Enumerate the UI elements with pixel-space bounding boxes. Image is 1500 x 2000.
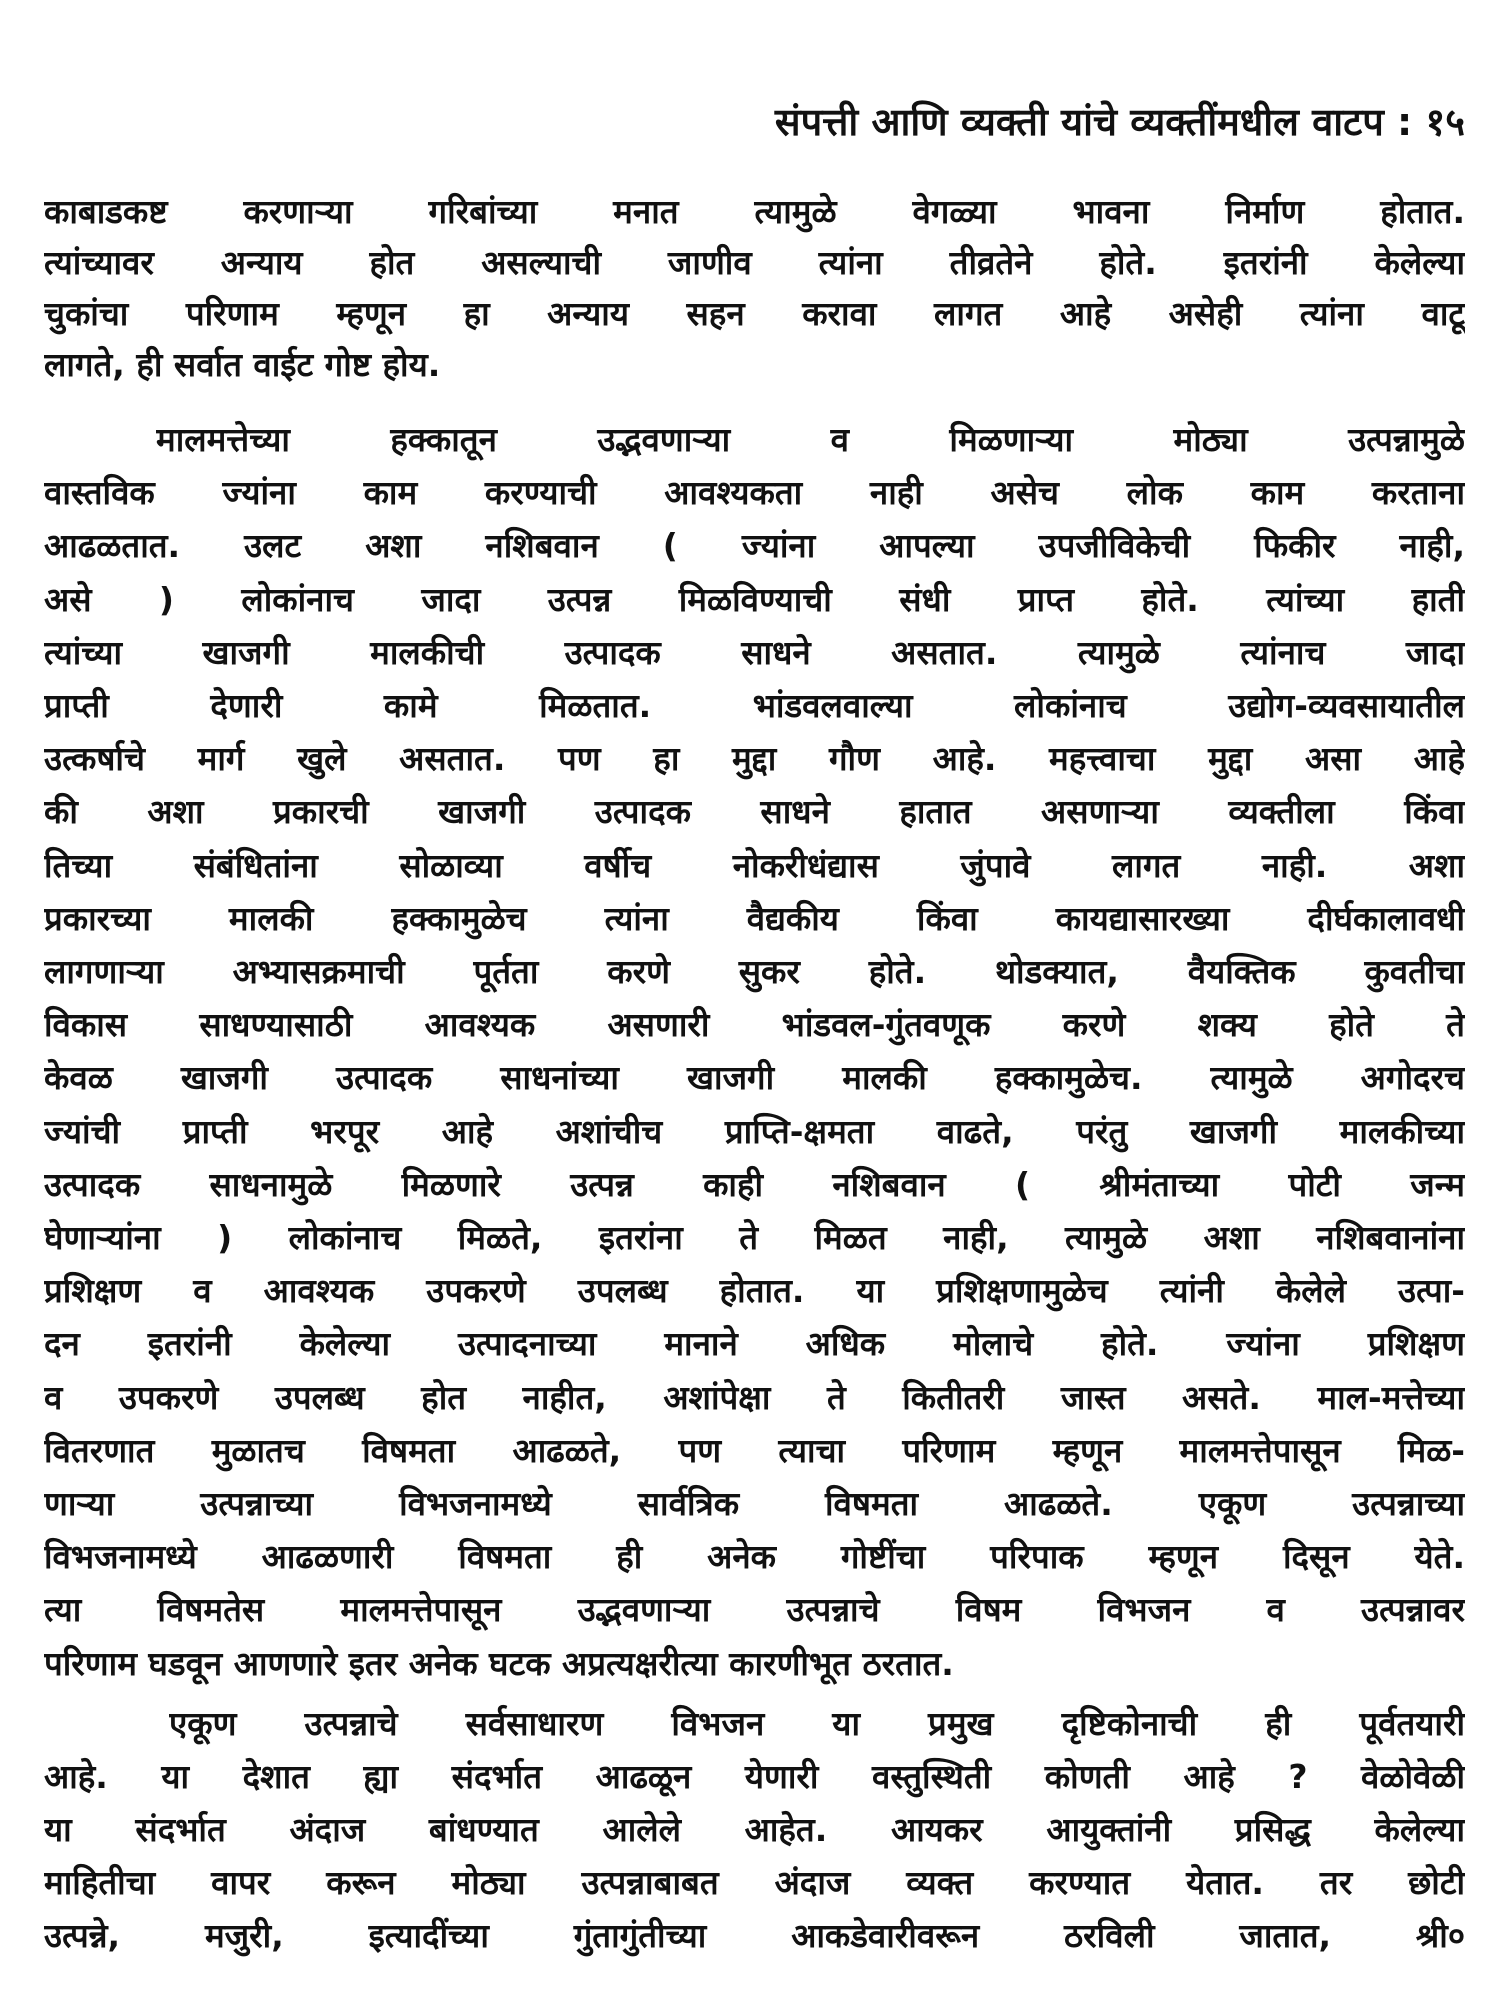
text-line: केवळ खाजगी उत्पादक साधनांच्या खाजगी मालकी हक्कामुळेच. त्यामुळे अगोदरच bbox=[44, 1058, 1465, 1098]
text-line: उत्कर्षाचे मार्ग खुले असतात. पण हा मुद्दा गौण आहे. महत्त्वाचा मुद्दा असा आहे bbox=[44, 739, 1465, 779]
text-line: लागते, ही सर्वात वाईट गोष्ट होय. bbox=[44, 345, 441, 384]
text-line: दन इतरांनी केलेल्या उत्पादनाच्या मानाने अधिक मोलाचे होते. ज्यांना प्रशिक्षण bbox=[44, 1324, 1465, 1364]
text-line: या संदर्भात अंदाज बांधण्यात आलेले आहेत. आयकर आयुक्तांनी प्रसिद्ध केलेल्या bbox=[44, 1810, 1465, 1849]
text-line: ज्यांची प्राप्ती भरपूर आहे अशांचीच प्राप्ति-क्षमता वाढते, परंतु खाजगी मालकीच्या bbox=[44, 1111, 1465, 1151]
text-line: विकास साधण्यासाठी आवश्यक असणारी भांडवल-गुंतवणूक करणे शक्य होते ते bbox=[44, 1005, 1465, 1045]
text-line: प्रशिक्षण व आवश्यक उपकरणे उपलब्ध होतात. या प्रशिक्षणामुळेच त्यांनी केलेले उत्पा- bbox=[44, 1271, 1465, 1311]
text-line: उत्पन्ने, मजुरी, इत्यादींच्या गुंतागुंतीच्या आकडेवारीवरून ठरविली जातात, श्री० bbox=[44, 1916, 1465, 1955]
text-line: तिच्या संबंधितांना सोळाव्या वर्षीच नोकरीधंद्यास जुंपावे लागत नाही. अशा bbox=[44, 845, 1465, 885]
text-line: त्या विषमतेस मालमत्तेपासून उद्भवणाऱ्या उत्पन्नाचे विषम विभजन व उत्पन्नावर bbox=[44, 1590, 1465, 1630]
text-line: आहे. या देशात ह्या संदर्भात आढळून येणारी वस्तुस्थिती कोणती आहे ? वेळोवेळी bbox=[44, 1757, 1465, 1796]
text-line: त्यांच्या खाजगी मालकीची उत्पादक साधने असतात. त्यामुळे त्यांनाच जादा bbox=[44, 632, 1465, 672]
running-header: संपत्ती आणि व्यक्ती यांचे व्यक्तींमधील वाटप : १५ bbox=[774, 100, 1465, 144]
text-line: काबाडकष्ट करणाऱ्या गरिबांच्या मनात त्यामुळे वेगळ्या भावना निर्माण होतात. bbox=[44, 192, 1465, 231]
text-line: की अशा प्रकारची खाजगी उत्पादक साधने हातात असणाऱ्या व्यक्तीला किंवा bbox=[44, 792, 1465, 832]
text-line: णाऱ्या उत्पन्नाच्या विभजनामध्ये सार्वत्रिक विषमता आढळते. एकूण उत्पन्नाच्या bbox=[44, 1484, 1465, 1523]
text-line: वास्तविक ज्यांना काम करण्याची आवश्यकता नाही असेच लोक काम करताना bbox=[44, 473, 1465, 513]
text-line: एकूण उत्पन्नाचे सर्वसाधारण विभजन या प्रमुख दृष्टिकोनाची ही पूर्वतयारी bbox=[169, 1704, 1465, 1743]
text-line: व उपकरणे उपलब्ध होत नाहीत, अशांपेक्षा ते कितीतरी जास्त असते. माल-मत्तेच्या bbox=[44, 1377, 1465, 1417]
text-line: प्रकारच्या मालकी हक्कामुळेच त्यांना वैद्यकीय किंवा कायद्यासारख्या दीर्घकालावधी bbox=[44, 898, 1465, 938]
text-line: प्राप्ती देणारी कामे मिळतात. भांडवलवाल्या लोकांनाच उद्योग-व्यवसायातील bbox=[44, 686, 1465, 725]
text-line: त्यांच्यावर अन्याय होत असल्याची जाणीव त्यांना तीव्रतेने होते. इतरांनी केलेल्या bbox=[44, 243, 1465, 282]
text-line: विभजनामध्ये आढळणारी विषमता ही अनेक गोष्टींचा परिपाक म्हणून दिसून येते. bbox=[44, 1537, 1465, 1577]
text-line: उत्पादक साधनामुळे मिळणारे उत्पन्न काही नशिबवान ( श्रीमंताच्या पोटी जन्म bbox=[44, 1164, 1465, 1204]
text-line: आढळतात. उलट अशा नशिबवान ( ज्यांना आपल्या उपजीविकेची फिकीर नाही, bbox=[44, 526, 1465, 566]
text-line: परिणाम घडवून आणणारे इतर अनेक घटक अप्रत्यक्षरीत्या कारणीभूत ठरतात. bbox=[44, 1643, 954, 1683]
text-line: लागणाऱ्या अभ्यासक्रमाची पूर्तता करणे सुकर होते. थोडक्यात, वैयक्तिक कुवतीचा bbox=[44, 952, 1465, 991]
text-line: मालमत्तेच्या हक्कातून उद्भवणाऱ्या व मिळणाऱ्या मोठ्या उत्पन्नामुळे bbox=[156, 420, 1465, 459]
text-line: घेणाऱ्यांना ) लोकांनाच मिळते, इतरांना ते मिळत नाही, त्यामुळे अशा नशिबवानांना bbox=[44, 1218, 1465, 1257]
text-line: चुकांचा परिणाम म्हणून हा अन्याय सहन करावा लागत आहे असेही त्यांना वाटू bbox=[44, 294, 1465, 333]
text-line: वितरणात मुळातच विषमता आढळते, पण त्याचा परिणाम म्हणून मालमत्तेपासून मिळ- bbox=[44, 1430, 1465, 1470]
text-line: असे ) लोकांनाच जादा उत्पन्न मिळविण्याची संधी प्राप्त होते. त्यांच्या हाती bbox=[44, 579, 1465, 619]
text-line: माहितीचा वापर करून मोठ्या उत्पन्नाबाबत अंदाज व्यक्त करण्यात येतात. तर छोटी bbox=[44, 1863, 1465, 1902]
